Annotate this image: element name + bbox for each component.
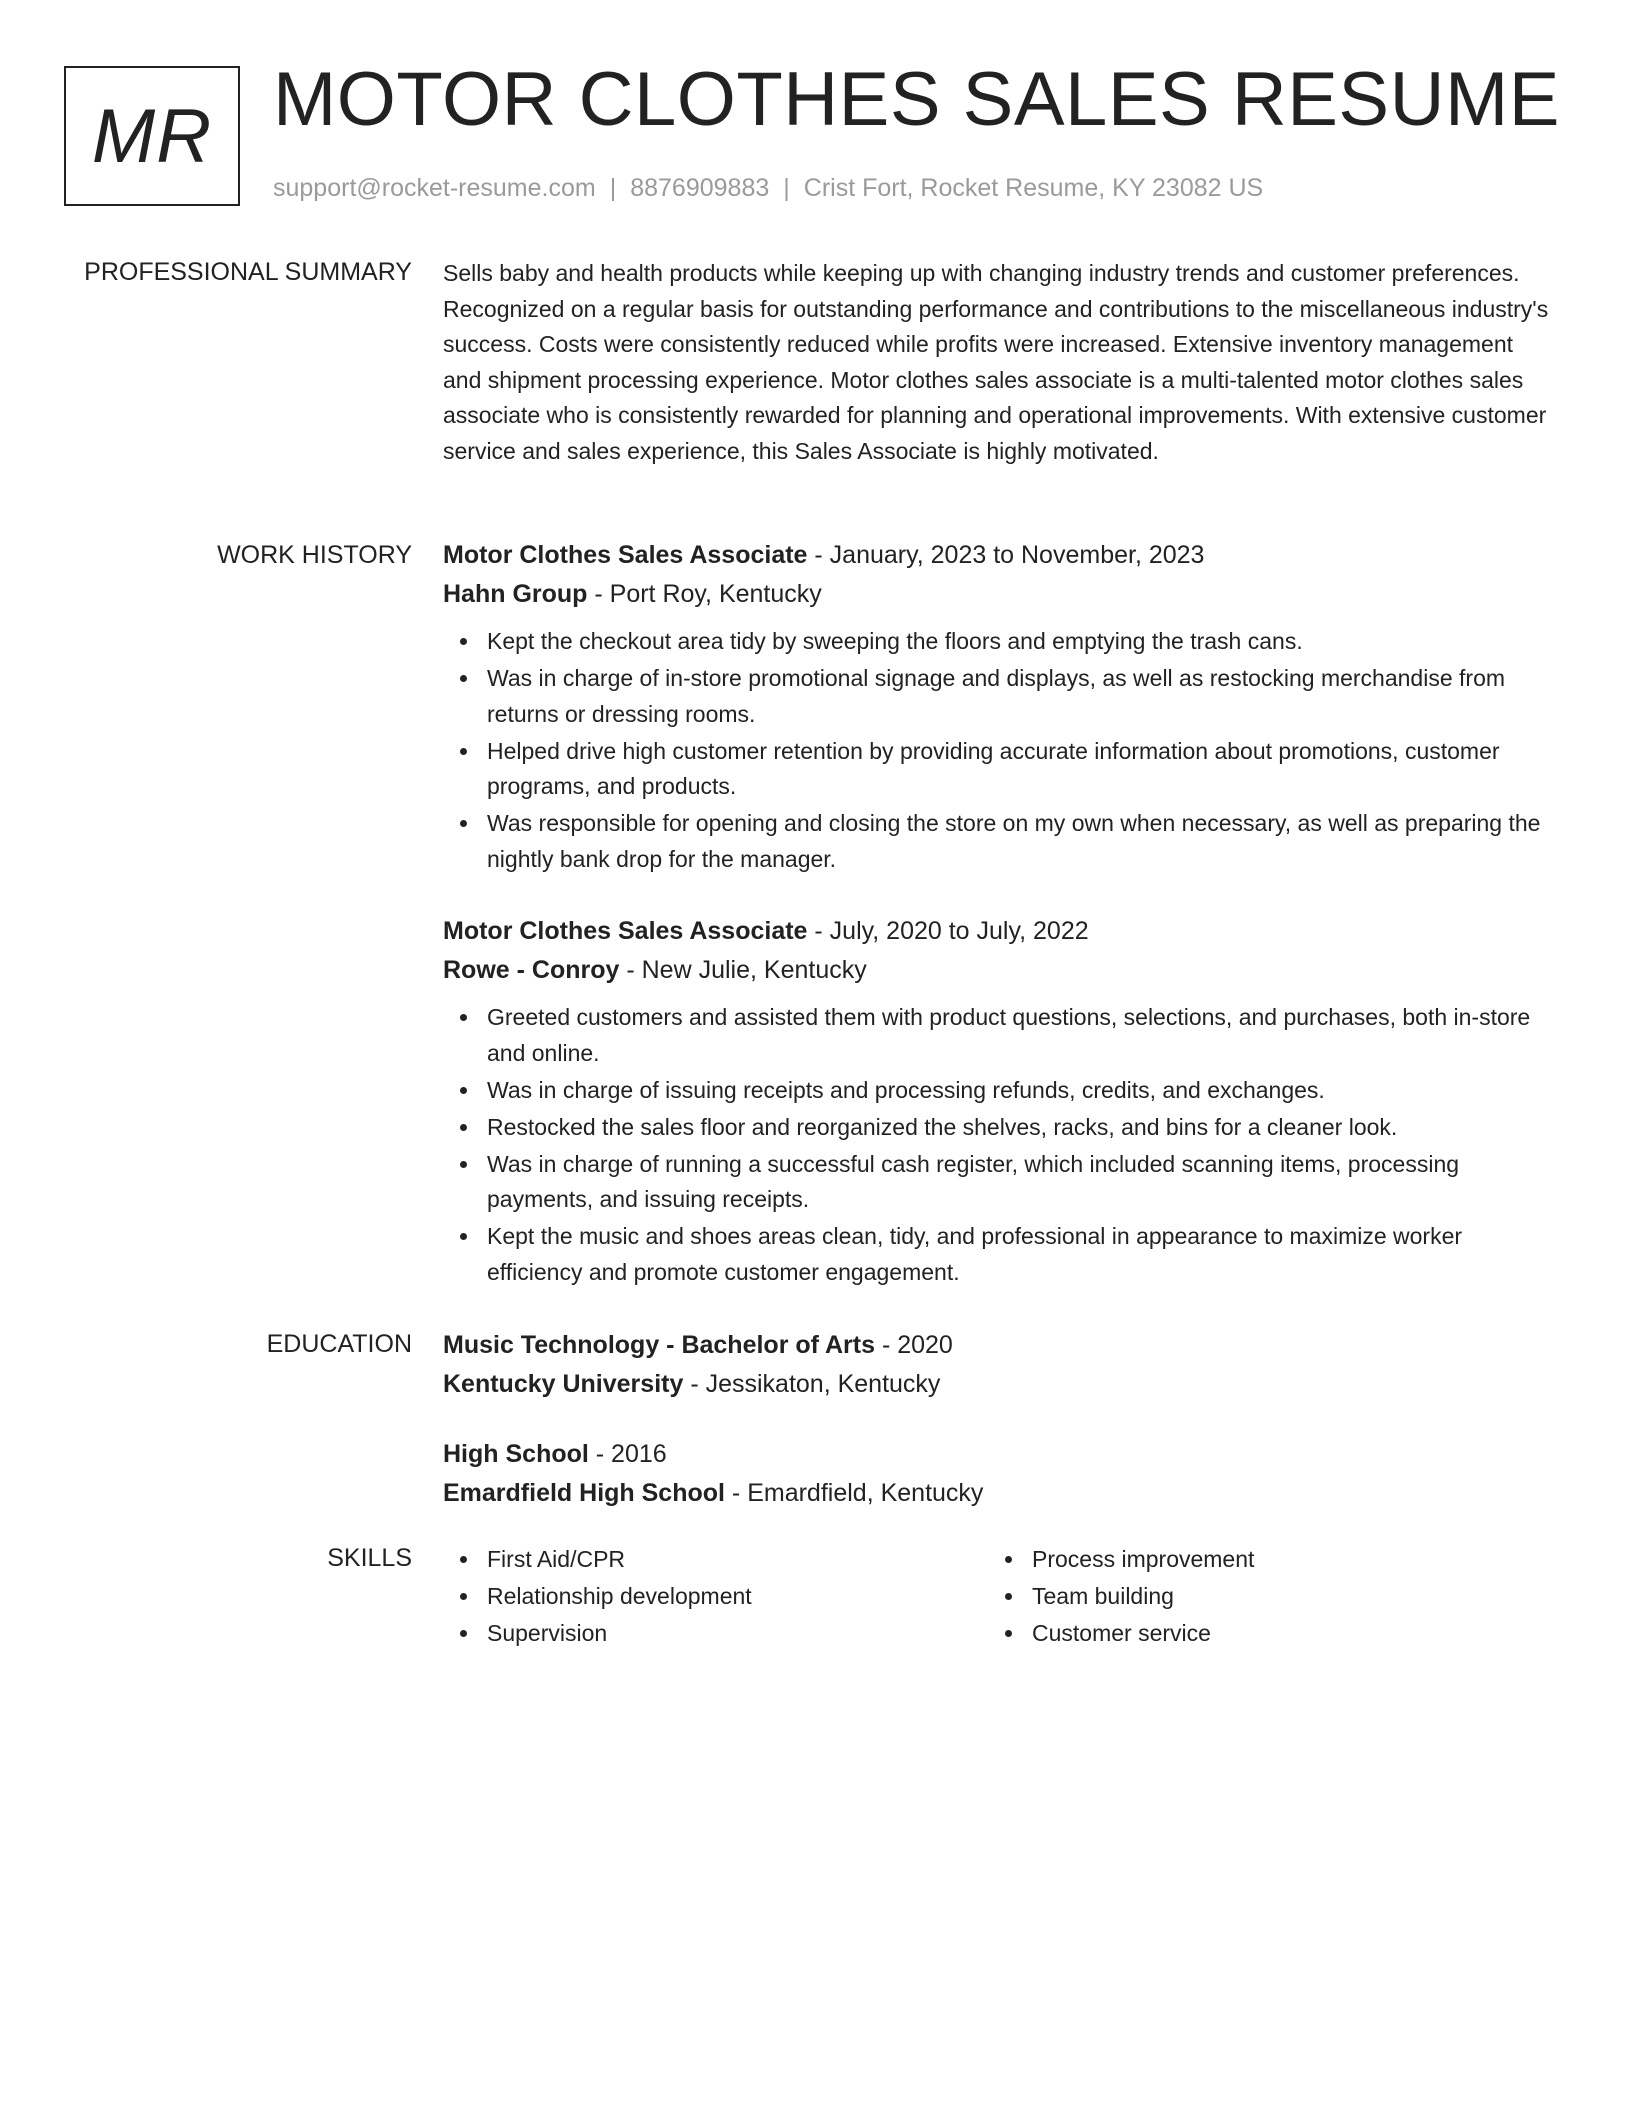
degree-name: High School xyxy=(443,1440,589,1468)
job-duties xyxy=(443,624,1553,877)
duty-item: Helped drive high customer retention by providing accurate information about promotions, customer programs, and products. xyxy=(487,734,1553,805)
skills-column-right xyxy=(988,1542,1533,1653)
job-title-line xyxy=(443,912,1553,951)
job-dates: - July, 2020 to July, 2022 xyxy=(807,917,1089,945)
skills-list xyxy=(988,1542,1533,1652)
duty-item: Kept the checkout area tidy by sweeping the floors and emptying the trash cans. xyxy=(487,624,1553,660)
education-entry xyxy=(443,1435,1553,1513)
duty-item: Was responsible for opening and closing the store on my own when necessary, as well as preparing the nightly bank drop for the manager. xyxy=(487,806,1553,877)
company-location: - New Julie, Kentucky xyxy=(619,956,867,984)
resume-title: MOTOR CLOTHES SALES RESUME xyxy=(273,57,1560,142)
skills-columns xyxy=(443,1542,1553,1653)
company-name: Hahn Group xyxy=(443,580,588,608)
skills-section xyxy=(443,1542,1553,1653)
school-location: - Emardfield, Kentucky xyxy=(724,1479,984,1507)
summary-section xyxy=(443,256,1553,469)
duty-item: Was in charge of issuing receipts and processing refunds, credits, and exchanges. xyxy=(487,1073,1553,1109)
company-line xyxy=(443,951,1553,990)
duty-item: Was in charge of in-store promotional signage and displays, as well as restocking merchandise from returns or dressing rooms. xyxy=(487,661,1553,732)
job-title: Motor Clothes Sales Associate xyxy=(443,917,808,945)
skill-item: Process improvement xyxy=(1032,1542,1533,1578)
work-history-heading: WORK HISTORY xyxy=(217,541,412,569)
company-name: Rowe - Conroy xyxy=(443,956,620,984)
contact-line xyxy=(273,174,1263,203)
skills-list xyxy=(443,1542,988,1652)
job-title-line xyxy=(443,536,1553,575)
job-title: Motor Clothes Sales Associate xyxy=(443,541,808,569)
duty-item: Greeted customers and assisted them with product questions, selections, and purchases, both in-store and online. xyxy=(487,1000,1553,1071)
contact-separator: | xyxy=(783,174,790,202)
school-name: Emardfield High School xyxy=(443,1479,725,1507)
duty-item: Restocked the sales floor and reorganized the shelves, racks, and bins for a cleaner look. xyxy=(487,1110,1553,1146)
job-entry xyxy=(443,912,1553,1292)
skill-item: Supervision xyxy=(487,1616,988,1652)
skill-item: Team building xyxy=(1032,1579,1533,1615)
monogram-text: MR xyxy=(91,93,213,179)
degree-year: - 2016 xyxy=(588,1440,667,1468)
job-entry xyxy=(443,536,1553,879)
degree-year: - 2020 xyxy=(875,1331,953,1359)
skills-column-left xyxy=(443,1542,988,1653)
degree-line xyxy=(443,1435,1553,1474)
job-dates: - January, 2023 to November, 2023 xyxy=(807,541,1205,569)
monogram-box xyxy=(64,66,240,206)
contact-separator: | xyxy=(609,174,617,202)
school-line xyxy=(443,1474,1553,1513)
education-heading: EDUCATION xyxy=(266,1330,412,1358)
school-location: - Jessikaton, Kentucky xyxy=(683,1370,941,1398)
job-duties xyxy=(443,1000,1553,1290)
degree-line xyxy=(443,1326,1553,1365)
company-location: - Port Roy, Kentucky xyxy=(587,580,822,608)
school-line xyxy=(443,1365,1553,1404)
duty-item: Kept the music and shoes areas clean, tidy, and professional in appearance to maximize worker efficiency and promote customer engagement. xyxy=(487,1219,1553,1290)
contact-phone: 8876909883 xyxy=(630,174,770,202)
contact-email: support@rocket-resume.com xyxy=(273,174,596,202)
summary-heading: PROFESSIONAL SUMMARY xyxy=(84,258,412,286)
skills-heading: SKILLS xyxy=(327,1544,412,1572)
skill-item: Customer service xyxy=(1032,1616,1533,1652)
school-name: Kentucky University xyxy=(443,1370,684,1398)
degree-name: Music Technology - Bachelor of Arts xyxy=(443,1331,875,1359)
education-entry xyxy=(443,1326,1553,1404)
skill-item: Relationship development xyxy=(487,1579,988,1615)
duty-item: Was in charge of running a successful cash register, which included scanning items, processing payments, and issuing receipts. xyxy=(487,1147,1553,1218)
company-line xyxy=(443,575,1553,614)
contact-address: Crist Fort, Rocket Resume, KY 23082 US xyxy=(803,174,1264,202)
skill-item: First Aid/CPR xyxy=(487,1542,988,1578)
summary-text: Sells baby and health products while keeping up with changing industry trends and customer preferences. Recognized on a regular basis for outstanding performance and contributions to the miscellaneous industry's success. Costs were consistently reduced while profits were increased. Extensive inventory management and shipment processing experience. Motor clothes sales associate is a multi-talented motor clothes sales associate who is consistently rewarded for planning and operational improvements. With extensive customer service and sales experience, this Sales Associate is highly motivated. xyxy=(443,260,1549,464)
